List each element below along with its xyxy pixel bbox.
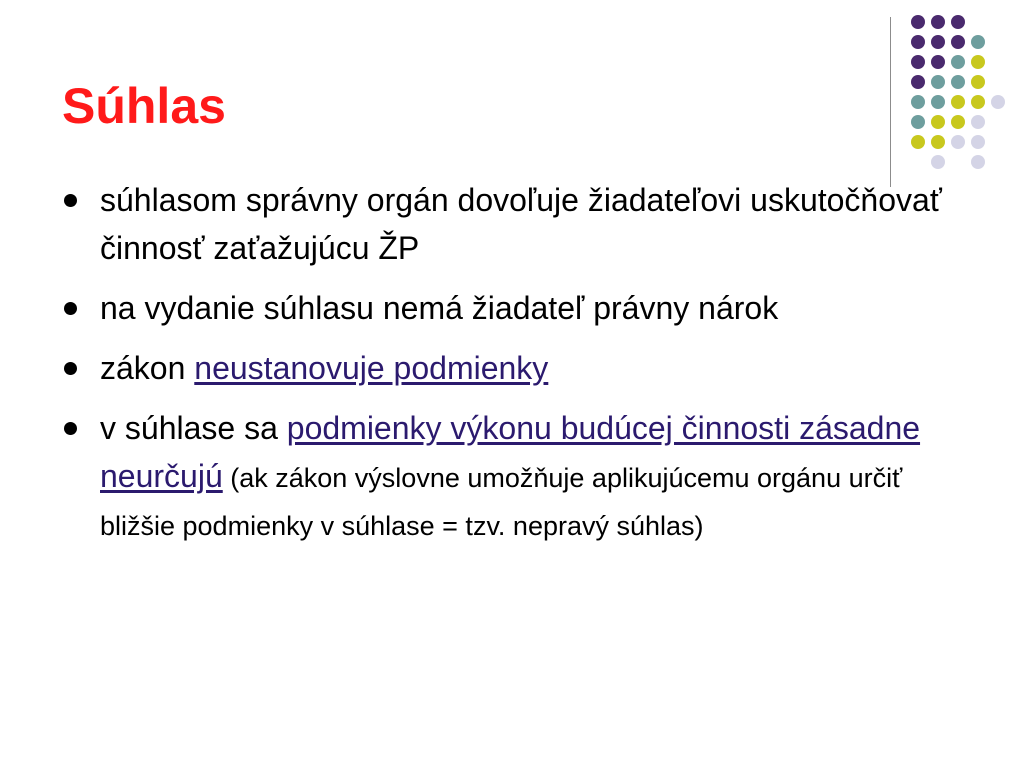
bullet-link[interactable]: neustanovuje podmienky	[194, 350, 549, 386]
decorative-dot	[991, 95, 1005, 109]
bullet-text: v súhlase sa	[100, 410, 287, 446]
decorative-dot	[931, 155, 945, 169]
decorative-dot	[911, 95, 925, 109]
bullet-item-1	[62, 176, 982, 272]
decorative-dot	[911, 75, 925, 89]
decorative-dot	[951, 35, 965, 49]
bullet-icon	[64, 422, 77, 435]
decorative-dot	[951, 115, 965, 129]
vertical-divider-line	[890, 17, 891, 187]
slide-title: Súhlas	[62, 78, 226, 134]
decorative-dot	[971, 155, 985, 169]
decorative-dot	[931, 135, 945, 149]
bullet-item-3	[62, 344, 982, 392]
decorative-dot	[931, 35, 945, 49]
decorative-dot	[971, 35, 985, 49]
bullet-icon	[64, 302, 77, 315]
decorative-dot	[951, 55, 965, 69]
decorative-dot	[951, 15, 965, 29]
bullet-note: (ak zákon výslovne umožňuje aplikujúcemu orgánu určiť bližšie podmienky v súhlase = tzv. nepravý súhlas)	[100, 463, 903, 541]
decorative-dot	[951, 75, 965, 89]
bullet-item-2	[62, 284, 982, 332]
decorative-dot	[911, 55, 925, 69]
decorative-dot	[971, 55, 985, 69]
bullet-link[interactable]: podmienky výkonu budúcej činnosti zásadne neurčujú	[100, 410, 921, 494]
decorative-dot	[931, 55, 945, 69]
decorative-dot	[951, 135, 965, 149]
decorative-dot	[911, 35, 925, 49]
decorative-dot	[931, 115, 945, 129]
decorative-dot	[911, 135, 925, 149]
decorative-dot	[951, 95, 965, 109]
decorative-dot	[931, 95, 945, 109]
decorative-dot	[971, 75, 985, 89]
bullet-text: na vydanie súhlasu nemá žiadateľ právny nárok	[100, 290, 779, 326]
decorative-dot	[971, 115, 985, 129]
decorative-dot	[911, 15, 925, 29]
bullet-list	[62, 176, 982, 560]
decorative-dot	[931, 15, 945, 29]
decorative-dot	[971, 135, 985, 149]
decorative-dot	[931, 75, 945, 89]
bullet-icon	[64, 362, 77, 375]
bullet-item-4	[62, 404, 982, 548]
bullet-text: zákon	[100, 350, 195, 386]
bullet-icon	[64, 194, 77, 207]
decorative-dot	[971, 95, 985, 109]
decorative-dot	[911, 115, 925, 129]
bullet-text: súhlasom správny orgán dovoľuje žiadateľovi uskutočňovať činnosť zaťažujúcu ŽP	[100, 182, 942, 266]
